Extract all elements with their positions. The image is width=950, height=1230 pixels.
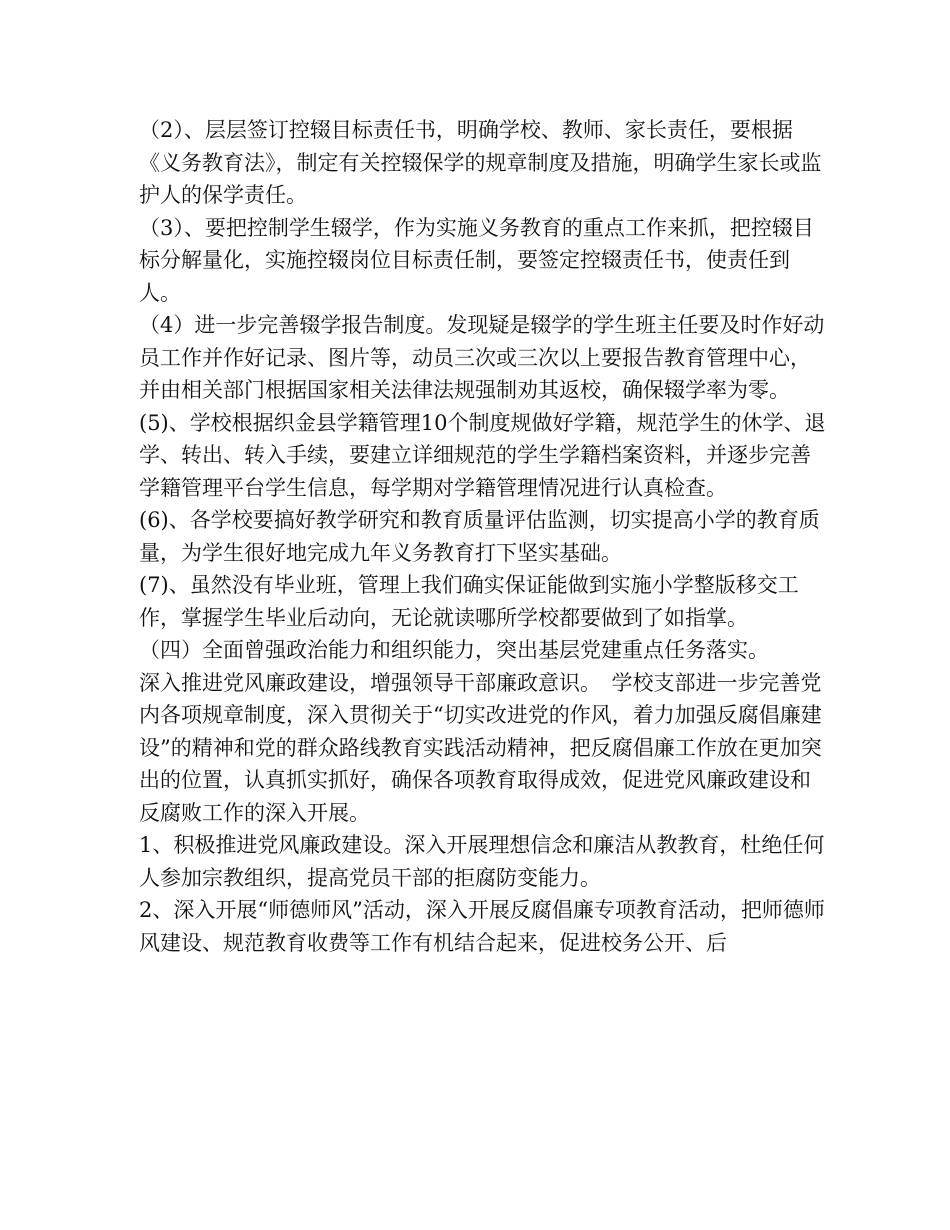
paragraph-dropout-report-system: （4）进一步完善辍学报告制度。发现疑是辍学的学生班主任要及时作好动员工作并作好记录、图片等，动员三次或三次以上要报告教育管理中心，并由相关部门根据国家相关法律法规强制劝其返校，确保辍学率为零。 bbox=[139, 313, 825, 402]
paragraph-teaching-quality: (6)、各学校要搞好教学研究和教育质量评估监测，切实提高小学的教育质量，为学生很好地完成九年义务教育打下坚实基础。 bbox=[139, 508, 820, 565]
paragraph-student-registry: (5)、学校根据织金县学籍管理10个制度规做好学籍，规范学生的休学、退学、转出、转入手续，要建立详细规范的学生学籍档案资料，并逐步完善学籍管理平台学生信息，每学期对学籍管理情况进行认真检查。 bbox=[139, 410, 826, 500]
section-heading-party-building: （四）全面曾强政治能力和组织能力，突出基层党建重点任务落实。 bbox=[139, 638, 769, 662]
paragraph-control-dropout-responsibility: （2）、层层签订控辍目标责任书，明确学校、教师、家长责任，要根据《义务教育法》，制定有关控辍保学的规章制度及措施，明确学生家长或监护人的保学责任。 bbox=[139, 118, 822, 207]
list-item-integrity-education: 1、积极推进党风廉政建设。深入开展理想信念和廉洁从教教育，杜绝任何人参加宗教组织，提高党员干部的拒腐防变能力。 bbox=[139, 833, 825, 890]
paragraph-dropout-key-task: （3）、要把控制学生辍学，作为实施义务教育的重点工作来抓，把控辍目标分解量化，实施控辍岗位目标责任制，要签定控辍责任书，使责任到人。 bbox=[139, 215, 814, 305]
list-item-teacher-ethics: 2、深入开展“师德师风”活动，深入开展反腐倡廉专项教育活动，把师德师风建设、规范教育收费等工作有机结合起来，促进校务公开、后 bbox=[139, 898, 825, 955]
paragraph-party-integrity: 深入推进党风廉政建设，增强领导干部廉政意识。 学校支部进一步完善党内各项规章制度，深入贯彻关于“切实改进党的作风，着力加强反腐倡廉建设”的精神和党的群众路线教育实践活动精神，把反腐倡廉工作放在更加突出的位置，认真抓实抓好，确保各项教育取得成效，促进党风廉政建设和反腐败工作的深入开展。 bbox=[139, 670, 822, 825]
paragraph-graduation-handover: (7)、虽然没有毕业班，管理上我们确实保证能做到实施小学整版移交工作，掌握学生毕业后动向，无论就读哪所学校都要做到了如指掌。 bbox=[139, 573, 799, 630]
document-body bbox=[139, 114, 829, 959]
